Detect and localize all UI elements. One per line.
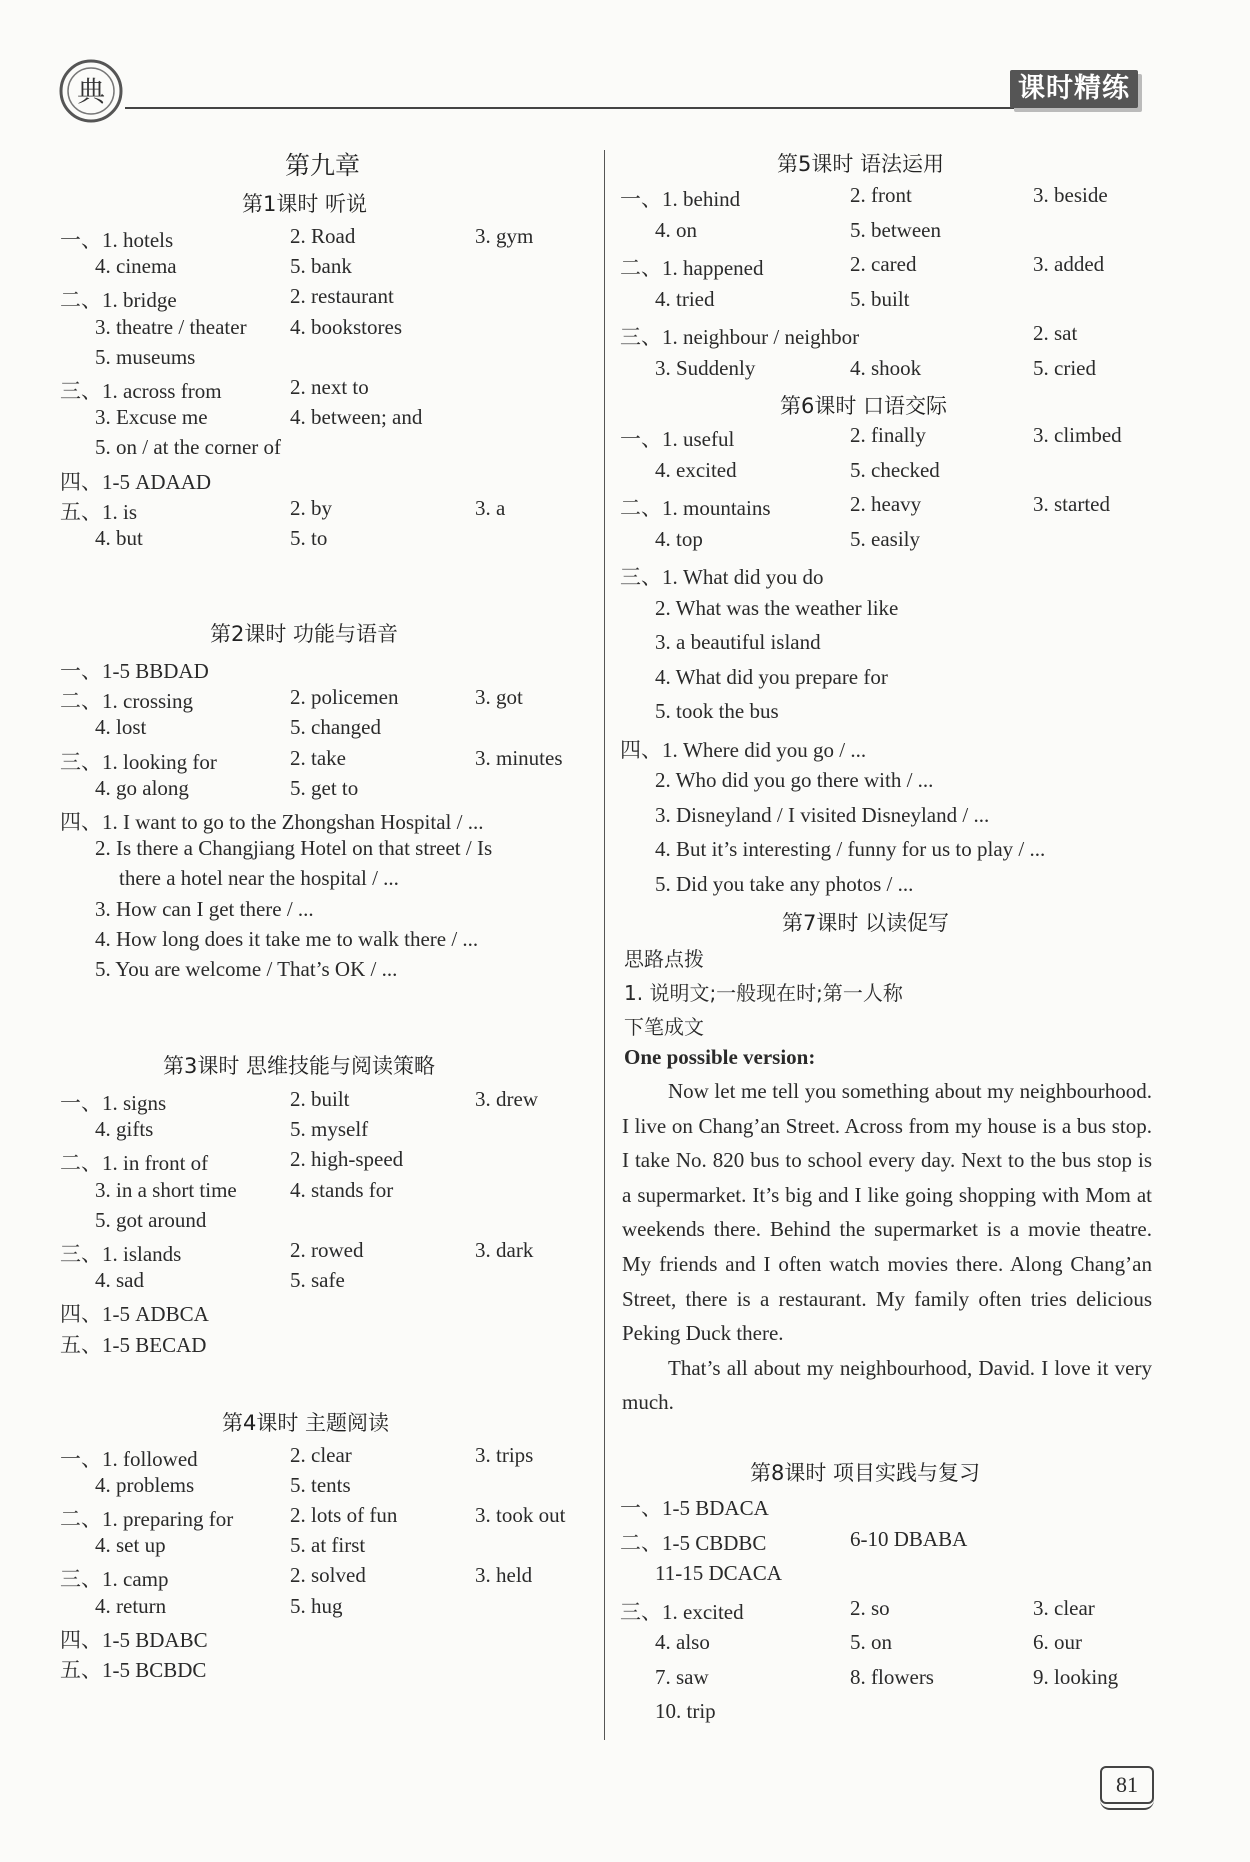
answer-item: 2. so	[850, 1595, 890, 1620]
answer-item: 3. trips	[475, 1443, 534, 1467]
answer-item: 5. museums	[95, 344, 196, 369]
answer-item: 四、1. Where did you go / ...	[620, 737, 867, 762]
answer-item: 2. solved	[290, 1563, 366, 1588]
answer-item: 4. What did you prepare for	[655, 664, 888, 689]
answer-item: 5. tents	[290, 1473, 351, 1498]
tips-heading: 思路点拨	[624, 947, 704, 971]
answer-item: 2. Is there a Changjiang Hotel on that street / Is	[95, 836, 493, 861]
answer-item: 2. heavy	[850, 492, 922, 516]
answer-item: 5. took the bus	[655, 699, 779, 723]
answer-item: 4. excited	[655, 457, 737, 482]
answer-item: 2. finally	[850, 423, 926, 447]
answer-item: 4. set up	[95, 1533, 166, 1558]
answer-item: 5. get to	[290, 775, 359, 800]
page-number: 81	[1100, 1766, 1154, 1804]
answer-item: 3. took out	[475, 1503, 566, 1528]
answer-item: 四、1-5 ADBCA	[60, 1302, 209, 1327]
answer-item: 4. problems	[95, 1473, 195, 1498]
answer-item: 3. in a short time	[95, 1177, 237, 1202]
answer-item: 2. high-speed	[290, 1147, 404, 1172]
answer-item: 2. built	[290, 1087, 350, 1111]
answer-item: 四、1-5 ADAAD	[60, 469, 212, 494]
answer-item: 3. minutes	[475, 745, 563, 770]
answer-item: 一、1. signs	[60, 1091, 167, 1115]
answer-item: 3. Excuse me	[95, 405, 208, 430]
column-divider	[604, 150, 605, 1740]
answer-item: there a hotel near the hospital / ...	[119, 866, 399, 891]
answer-item: 4. but	[95, 526, 143, 550]
answer-item: 5. built	[850, 286, 910, 311]
answer-item: 3. Suddenly	[655, 355, 756, 380]
answer-item: 2. policemen	[290, 685, 399, 710]
answer-item: 2. cared	[850, 252, 917, 276]
answer-item: 5. checked	[850, 457, 940, 482]
header-rule	[125, 107, 1025, 109]
answer-item: 一、1-5 BDACA	[620, 1496, 769, 1520]
answer-item: 二、1. preparing for	[60, 1507, 234, 1532]
answer-item: 二、1. happened	[620, 256, 764, 280]
answer-item: 一、1-5 BBDAD	[60, 659, 209, 683]
answer-item: 5. You are welcome / That’s OK / ...	[95, 957, 398, 981]
answer-item: 四、1-5 BDABC	[60, 1627, 208, 1652]
answer-item: 3. added	[1033, 252, 1105, 276]
answer-item: 2. What was the weather like	[655, 595, 899, 620]
answer-item: 2. clear	[290, 1443, 352, 1467]
lesson-1-title: 第1课时 听说	[242, 192, 368, 216]
lesson-4-title: 第4课时 主题阅读	[222, 1411, 390, 1435]
svg-text:典: 典	[76, 75, 106, 108]
answer-item: 2. by	[290, 495, 332, 520]
answer-item: 2. take	[290, 745, 346, 770]
model-essay	[622, 1074, 1152, 1420]
answer-item: 5. Did you take any photos / ...	[655, 871, 914, 896]
answer-item: 3. Disneyland / I visited Disneyland / ...	[655, 802, 990, 827]
answer-item: 5. hug	[290, 1593, 343, 1618]
essay-paragraph-1: Now let me tell you something about my neighbourhood. I live on Chang’an Street. Across from my house is a bus stop. I take No. 820 bus to school every day. Next to the bus stop is a supermarket. It’s big and I like going shopping with Mom at weekends there. Behind the supermarket is a movie theatre. My friends and I often watch movies there. Along Chang’an Street, there is a restaurant. My family often tries delicious Peking Duck there.	[622, 1079, 1152, 1346]
answer-item: 二、1. crossing	[60, 689, 193, 714]
answer-item: 5. at first	[290, 1533, 366, 1558]
answer-item: 四、1. I want to go to the Zhongshan Hospital / ...	[60, 810, 484, 834]
answer-item: 二、1. bridge	[60, 288, 177, 313]
lesson-6-title: 第6课时 口语交际	[780, 394, 948, 418]
answer-item: 一、1. useful	[620, 427, 735, 451]
answer-item: 3. started	[1033, 492, 1110, 516]
answer-item: 4. go along	[95, 775, 189, 800]
answer-item: 二、1. mountains	[620, 496, 771, 520]
answer-item: 5. easily	[850, 526, 920, 551]
answer-item: 10. trip	[655, 1699, 716, 1723]
answer-item: 3. got	[475, 685, 523, 710]
answer-item: 4. How long does it take me to walk there / ...	[95, 926, 479, 951]
brand-badge: 课时精练	[1010, 70, 1138, 108]
answer-item: 5. safe	[290, 1268, 345, 1293]
write-heading: 下笔成文	[624, 1015, 704, 1039]
answer-item: 7. saw	[655, 1664, 709, 1689]
answer-item: 11-15 DCACA	[655, 1561, 782, 1585]
answer-item: 4. sad	[95, 1268, 144, 1293]
answer-item: 2. Road	[290, 224, 356, 248]
answer-item: 3. theatre / theater	[95, 314, 247, 339]
answer-item: 4. cinema	[95, 254, 177, 279]
answer-item: 9. looking	[1033, 1664, 1119, 1689]
answer-item: 一、1. behind	[620, 187, 741, 211]
answer-item: 4. shook	[850, 355, 922, 380]
lesson-5-title: 第5课时 语法运用	[777, 152, 945, 176]
answer-item: 4. lost	[95, 715, 147, 740]
answer-item: 2. rowed	[290, 1238, 364, 1262]
lesson-2-title: 第2课时 功能与语音	[210, 622, 399, 646]
answer-item: 2. Who did you go there with / ...	[655, 768, 934, 792]
answer-item: 4. return	[95, 1593, 167, 1618]
answer-item: 4. between; and	[290, 405, 423, 430]
answer-item: 5. on / at the corner of	[95, 435, 282, 460]
answer-item: 2. front	[850, 183, 912, 207]
answer-item: 3. drew	[475, 1087, 538, 1111]
answer-item: 4. on	[655, 217, 697, 242]
lesson-7-title: 第7课时 以读促写	[782, 911, 950, 935]
answer-item: 4. gifts	[95, 1117, 154, 1142]
lesson-8-title: 第8课时 项目实践与复习	[750, 1461, 981, 1485]
answer-item: 8. flowers	[850, 1664, 934, 1689]
answer-item: 3. beside	[1033, 183, 1108, 207]
answer-item: 5. changed	[290, 715, 381, 740]
answer-item: 3. held	[475, 1563, 533, 1588]
answer-item: 3. gym	[475, 224, 534, 248]
answer-item: 5. on	[850, 1630, 892, 1654]
answer-item: 3. clear	[1033, 1595, 1095, 1620]
tips-line: 1. 说明文;一般现在时;第一人称	[624, 981, 903, 1005]
answer-item: 4. tried	[655, 286, 715, 311]
answer-item: 一、1. hotels	[60, 228, 174, 252]
answer-item: 4. But it’s interesting / funny for us to play / ...	[655, 837, 1046, 861]
answer-item: 5. between	[850, 217, 941, 242]
answer-item: 一、1. followed	[60, 1447, 198, 1471]
answer-item: 三、1. islands	[60, 1242, 182, 1266]
answer-item: 3. climbed	[1033, 423, 1122, 447]
version-label: One possible version:	[624, 1045, 816, 1069]
essay-paragraph-2: That’s all about my neighbourhood, David. I love it very much.	[622, 1355, 1152, 1415]
answer-item: 二、1-5 CBDBC	[620, 1530, 767, 1555]
answer-item: 4. also	[655, 1630, 710, 1654]
answer-item: 3. How can I get there / ...	[95, 896, 314, 921]
answer-item: 4. top	[655, 526, 703, 551]
answer-item: 6. our	[1033, 1630, 1082, 1654]
answer-item: 5. bank	[290, 254, 352, 279]
answer-item: 2. next to	[290, 375, 369, 399]
answer-item: 5. myself	[290, 1117, 369, 1142]
answer-item: 4. stands for	[290, 1177, 394, 1202]
answer-item: 4. bookstores	[290, 314, 402, 339]
answer-item: 三、1. looking for	[60, 749, 217, 774]
answer-item: 5. to	[290, 526, 328, 550]
lesson-3-title: 第3课时 思维技能与阅读策略	[163, 1054, 436, 1078]
answer-item: 三、1. across from	[60, 379, 222, 403]
answer-item: 2. sat	[1033, 321, 1078, 345]
answer-item: 5. got around	[95, 1207, 207, 1232]
answer-item: 5. cried	[1033, 355, 1096, 380]
answer-item: 3. dark	[475, 1238, 534, 1262]
answer-item: 三、1. What did you do	[620, 565, 824, 589]
chapter-title: 第九章	[285, 151, 361, 180]
answer-item: 五、1-5 BCBDC	[60, 1657, 207, 1682]
answer-item: 三、1. camp	[60, 1567, 169, 1592]
publisher-logo	[58, 58, 124, 124]
answer-item: 三、1. neighbour / neighbor	[620, 325, 860, 349]
answer-item: 三、1. excited	[620, 1599, 744, 1624]
answer-item: 二、1. in front of	[60, 1151, 209, 1176]
answer-item: 3. a beautiful island	[655, 630, 821, 654]
answer-item: 五、1. is	[60, 499, 138, 524]
answer-item: 五、1-5 BECAD	[60, 1332, 207, 1357]
answer-item: 2. lots of fun	[290, 1503, 398, 1528]
book-icon	[1100, 1800, 1154, 1810]
answer-item: 3. a	[475, 495, 506, 520]
answer-item: 2. restaurant	[290, 284, 394, 309]
answer-item: 6-10 DBABA	[850, 1526, 968, 1551]
